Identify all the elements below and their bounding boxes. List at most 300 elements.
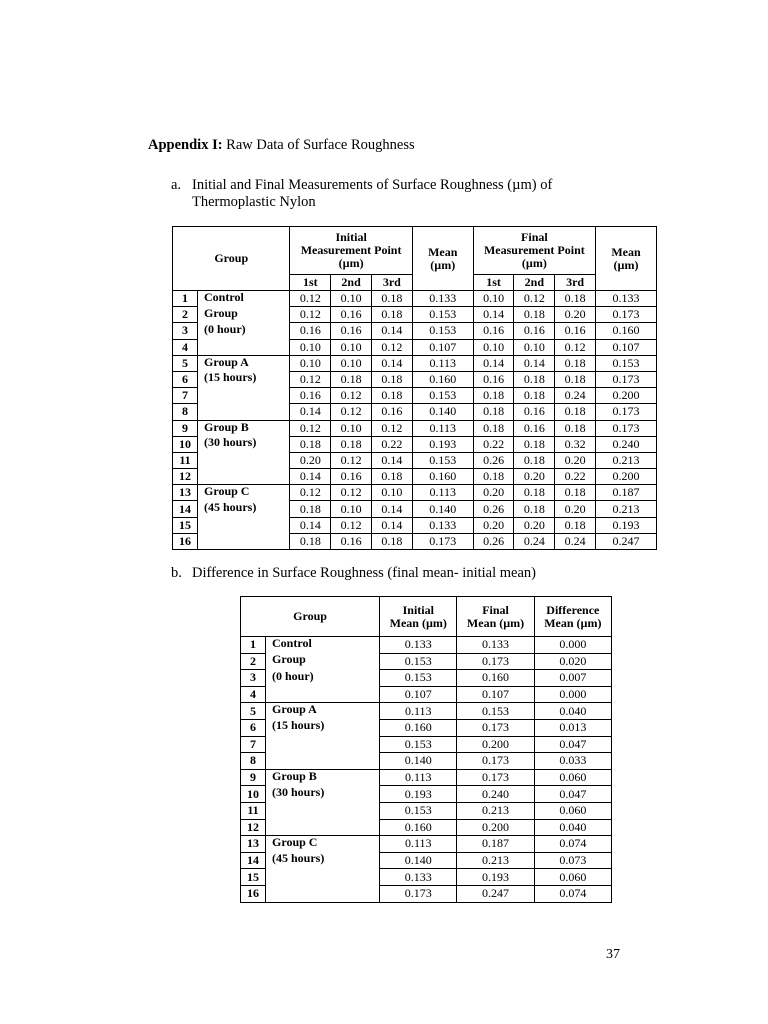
table-b-group-cell: Control: [266, 637, 380, 654]
row-number: 1: [241, 637, 266, 654]
value-cell: 0.113: [412, 485, 473, 501]
table-a-group-cell: [198, 517, 290, 533]
table-b-group-cell: (45 hours): [266, 852, 380, 869]
value-cell: 0.16: [290, 388, 331, 404]
table-a-group-cell: [198, 404, 290, 420]
section-a-marker: a.: [171, 177, 182, 193]
value-cell: 0.12: [331, 485, 372, 501]
value-cell: 0.153: [412, 452, 473, 468]
value-cell: 0.18: [555, 404, 596, 420]
value-cell: 0.113: [412, 420, 473, 436]
table-row: [173, 517, 657, 533]
table-row: [173, 339, 657, 355]
difference-table: [240, 596, 612, 903]
value-cell: 0.10: [473, 291, 514, 307]
value-cell: 0.14: [371, 517, 412, 533]
value-cell: 0.133: [412, 291, 473, 307]
raw-measurements-table: [172, 226, 657, 550]
value-cell: 0.20: [514, 469, 555, 485]
value-cell: 0.18: [331, 371, 372, 387]
table-row: [173, 485, 657, 501]
table-a-initial-3rd: 3rd: [371, 275, 412, 291]
table-row: [241, 786, 612, 803]
value-cell: 0.18: [555, 420, 596, 436]
value-cell: 0.12: [290, 485, 331, 501]
row-number: 4: [173, 339, 198, 355]
table-row: [173, 420, 657, 436]
table-a-group-cell: Group B: [198, 420, 290, 436]
value-cell: 0.18: [371, 469, 412, 485]
value-cell: 0.10: [514, 339, 555, 355]
table-a-group-cell: [198, 388, 290, 404]
section-a-text: Initial and Final Measurements of Surface Roughness (µm) of Thermoplastic Nylon: [192, 177, 553, 210]
row-number: 14: [173, 501, 198, 517]
value-cell: 0.200: [457, 736, 534, 753]
table-row: [241, 819, 612, 836]
table-a-final-line2: Measurement Point: [483, 243, 585, 257]
value-cell: 0.18: [473, 404, 514, 420]
table-a-group-cell: Group: [198, 307, 290, 323]
value-cell: 0.060: [534, 802, 611, 819]
table-a-final-mean-unit: (µm): [613, 257, 639, 272]
value-cell: 0.16: [331, 533, 372, 549]
value-cell: 0.213: [596, 501, 657, 517]
value-cell: 0.107: [380, 686, 457, 703]
value-cell: 0.18: [514, 436, 555, 452]
value-cell: 0.000: [534, 686, 611, 703]
table-row: [173, 371, 657, 387]
value-cell: 0.18: [290, 436, 331, 452]
table-b-group-cell: [266, 736, 380, 753]
value-cell: 0.22: [555, 469, 596, 485]
row-number: 6: [173, 371, 198, 387]
table-row: [173, 404, 657, 420]
value-cell: 0.18: [371, 388, 412, 404]
value-cell: 0.14: [371, 355, 412, 371]
appendix-title: Raw Data of Surface Roughness: [222, 137, 415, 153]
row-number: 9: [173, 420, 198, 436]
value-cell: 0.20: [555, 501, 596, 517]
table-b-group-cell: [266, 802, 380, 819]
value-cell: 0.153: [596, 355, 657, 371]
value-cell: 0.247: [596, 533, 657, 549]
table-b-final-line2: Mean (µm): [466, 615, 525, 630]
table-a-initial-2nd: 2nd: [331, 275, 372, 291]
value-cell: 0.153: [380, 670, 457, 687]
value-cell: 0.12: [371, 339, 412, 355]
table-row: [173, 469, 657, 485]
table-b-group-cell: Group B: [266, 769, 380, 786]
table-row: [173, 533, 657, 549]
table-a-initial-line2: Measurement Point: [300, 243, 402, 257]
value-cell: 0.10: [290, 339, 331, 355]
value-cell: 0.12: [514, 291, 555, 307]
value-cell: 0.193: [380, 786, 457, 803]
table-b-group-cell: Group: [266, 653, 380, 670]
value-cell: 0.10: [473, 339, 514, 355]
table-row: [241, 686, 612, 703]
value-cell: 0.160: [380, 819, 457, 836]
table-row: [241, 736, 612, 753]
value-cell: 0.14: [290, 469, 331, 485]
row-number: 10: [173, 436, 198, 452]
value-cell: 0.18: [371, 533, 412, 549]
table-row: [241, 670, 612, 687]
page-number: 37: [606, 947, 620, 962]
value-cell: 0.12: [331, 452, 372, 468]
value-cell: 0.14: [290, 404, 331, 420]
value-cell: 0.14: [290, 517, 331, 533]
row-number: 10: [241, 786, 266, 803]
table-row: [173, 501, 657, 517]
value-cell: 0.14: [473, 307, 514, 323]
row-number: 15: [241, 869, 266, 886]
table-b-initial-line1: Initial: [402, 602, 434, 617]
table-b-group-cell: [266, 869, 380, 886]
value-cell: 0.16: [514, 404, 555, 420]
value-cell: 0.18: [371, 307, 412, 323]
value-cell: 0.113: [380, 769, 457, 786]
value-cell: 0.074: [534, 885, 611, 902]
row-number: 6: [241, 719, 266, 736]
value-cell: 0.18: [473, 420, 514, 436]
table-b-group-cell: [266, 885, 380, 902]
value-cell: 0.10: [331, 291, 372, 307]
row-number: 12: [173, 469, 198, 485]
table-a-final-1st: 1st: [473, 275, 514, 291]
value-cell: 0.153: [380, 802, 457, 819]
value-cell: 0.12: [290, 307, 331, 323]
value-cell: 0.12: [290, 291, 331, 307]
value-cell: 0.26: [473, 533, 514, 549]
value-cell: 0.18: [514, 307, 555, 323]
value-cell: 0.12: [371, 420, 412, 436]
value-cell: 0.074: [534, 836, 611, 853]
table-a-group-cell: [198, 339, 290, 355]
table-row: [241, 753, 612, 770]
value-cell: 0.193: [457, 869, 534, 886]
value-cell: 0.18: [555, 517, 596, 533]
value-cell: 0.14: [371, 452, 412, 468]
value-cell: 0.113: [380, 703, 457, 720]
value-cell: 0.173: [596, 371, 657, 387]
value-cell: 0.000: [534, 637, 611, 654]
value-cell: 0.16: [331, 469, 372, 485]
value-cell: 0.173: [457, 753, 534, 770]
value-cell: 0.160: [596, 323, 657, 339]
table-a-initial-header: [290, 227, 412, 275]
table-b-group-cell: (30 hours): [266, 786, 380, 803]
table-a-initial-mean-label: Mean: [428, 244, 458, 259]
value-cell: 0.113: [380, 836, 457, 853]
value-cell: 0.173: [596, 420, 657, 436]
value-cell: 0.047: [534, 736, 611, 753]
value-cell: 0.200: [596, 469, 657, 485]
value-cell: 0.213: [596, 452, 657, 468]
value-cell: 0.12: [290, 371, 331, 387]
table-row: [173, 452, 657, 468]
table-row: [173, 291, 657, 307]
value-cell: 0.200: [596, 388, 657, 404]
table-row: [241, 653, 612, 670]
value-cell: 0.24: [514, 533, 555, 549]
value-cell: 0.12: [555, 339, 596, 355]
value-cell: 0.133: [380, 637, 457, 654]
table-row: [241, 637, 612, 654]
row-number: 11: [173, 452, 198, 468]
value-cell: 0.18: [473, 469, 514, 485]
value-cell: 0.073: [534, 852, 611, 869]
table-a-group-cell: [198, 533, 290, 549]
section-b-caption: [171, 565, 611, 582]
table-row: [241, 885, 612, 902]
row-number: 2: [173, 307, 198, 323]
row-number: 13: [173, 485, 198, 501]
value-cell: 0.193: [596, 517, 657, 533]
table-b-initial-header: [380, 597, 457, 637]
value-cell: 0.26: [473, 452, 514, 468]
value-cell: 0.113: [412, 355, 473, 371]
table-b-group-cell: [266, 753, 380, 770]
value-cell: 0.14: [473, 355, 514, 371]
value-cell: 0.18: [371, 291, 412, 307]
appendix-heading: [148, 137, 415, 154]
value-cell: 0.20: [473, 517, 514, 533]
value-cell: 0.033: [534, 753, 611, 770]
value-cell: 0.18: [555, 291, 596, 307]
value-cell: 0.107: [457, 686, 534, 703]
value-cell: 0.013: [534, 719, 611, 736]
value-cell: 0.160: [412, 371, 473, 387]
value-cell: 0.18: [331, 436, 372, 452]
table-b-group-cell: [266, 686, 380, 703]
table-b-initial-line2: Mean (µm): [389, 615, 447, 630]
value-cell: 0.107: [412, 339, 473, 355]
table-b-group-cell: (15 hours): [266, 719, 380, 736]
table-a-group-cell: (30 hours): [198, 436, 290, 452]
value-cell: 0.187: [457, 836, 534, 853]
table-a-group-cell: [198, 469, 290, 485]
table-a-initial-mean-header: [412, 227, 473, 291]
table-b-group-header: Group: [241, 597, 380, 637]
table-a-group-cell: (45 hours): [198, 501, 290, 517]
table-a-final-line3: (µm): [521, 256, 547, 270]
table-b-group-cell: Group A: [266, 703, 380, 720]
table-b-group-cell: (0 hour): [266, 670, 380, 687]
value-cell: 0.20: [555, 452, 596, 468]
value-cell: 0.24: [555, 533, 596, 549]
table-row: [241, 802, 612, 819]
value-cell: 0.16: [514, 323, 555, 339]
value-cell: 0.18: [514, 485, 555, 501]
value-cell: 0.060: [534, 869, 611, 886]
row-number: 8: [173, 404, 198, 420]
value-cell: 0.10: [371, 485, 412, 501]
value-cell: 0.16: [555, 323, 596, 339]
table-a-group-cell: [198, 452, 290, 468]
row-number: 3: [241, 670, 266, 687]
table-a-group-cell: (15 hours): [198, 371, 290, 387]
section-a-caption: [171, 177, 611, 211]
value-cell: 0.173: [380, 885, 457, 902]
value-cell: 0.10: [331, 355, 372, 371]
value-cell: 0.153: [380, 736, 457, 753]
appendix-label: Appendix I:: [148, 137, 223, 153]
table-b-body: [241, 637, 612, 903]
value-cell: 0.160: [380, 719, 457, 736]
value-cell: 0.18: [473, 388, 514, 404]
value-cell: 0.12: [331, 517, 372, 533]
value-cell: 0.187: [596, 485, 657, 501]
value-cell: 0.12: [290, 420, 331, 436]
table-row: [241, 852, 612, 869]
value-cell: 0.20: [514, 517, 555, 533]
value-cell: 0.14: [514, 355, 555, 371]
value-cell: 0.213: [457, 852, 534, 869]
value-cell: 0.18: [290, 501, 331, 517]
row-number: 11: [241, 802, 266, 819]
table-a-group-header: Group: [173, 227, 290, 291]
table-a-final-3rd: 3rd: [555, 275, 596, 291]
table-row: [173, 388, 657, 404]
value-cell: 0.173: [457, 719, 534, 736]
value-cell: 0.24: [555, 388, 596, 404]
table-b-diff-line2: Mean (µm): [544, 615, 602, 630]
value-cell: 0.14: [371, 501, 412, 517]
table-row: [173, 307, 657, 323]
table-a-initial-1st: 1st: [290, 275, 331, 291]
row-number: 2: [241, 653, 266, 670]
value-cell: 0.18: [555, 371, 596, 387]
table-a-group-cell: Group A: [198, 355, 290, 371]
table-a-final-header: [473, 227, 595, 275]
value-cell: 0.18: [555, 485, 596, 501]
table-row: [241, 703, 612, 720]
row-number: 14: [241, 852, 266, 869]
value-cell: 0.32: [555, 436, 596, 452]
value-cell: 0.16: [473, 323, 514, 339]
table-b-diff-line1: Difference: [546, 602, 600, 617]
row-number: 9: [241, 769, 266, 786]
value-cell: 0.133: [412, 517, 473, 533]
value-cell: 0.10: [331, 339, 372, 355]
table-a-group-cell: (0 hour): [198, 323, 290, 339]
table-b-diff-header: [534, 597, 611, 637]
value-cell: 0.173: [457, 769, 534, 786]
value-cell: 0.173: [412, 533, 473, 549]
section-b-marker: b.: [171, 565, 182, 581]
table-row: [241, 836, 612, 853]
value-cell: 0.173: [596, 307, 657, 323]
row-number: 16: [173, 533, 198, 549]
value-cell: 0.16: [473, 371, 514, 387]
value-cell: 0.240: [457, 786, 534, 803]
row-number: 1: [173, 291, 198, 307]
value-cell: 0.26: [473, 501, 514, 517]
value-cell: 0.107: [596, 339, 657, 355]
table-b-group-cell: [266, 819, 380, 836]
value-cell: 0.247: [457, 885, 534, 902]
value-cell: 0.22: [473, 436, 514, 452]
table-a-final-mean-label: Mean: [611, 244, 641, 259]
value-cell: 0.16: [331, 307, 372, 323]
value-cell: 0.173: [596, 404, 657, 420]
row-number: 15: [173, 517, 198, 533]
table-row: [241, 719, 612, 736]
value-cell: 0.020: [534, 653, 611, 670]
value-cell: 0.18: [514, 388, 555, 404]
value-cell: 0.153: [412, 307, 473, 323]
value-cell: 0.18: [514, 371, 555, 387]
table-row: [173, 355, 657, 371]
table-row: [173, 323, 657, 339]
value-cell: 0.18: [555, 355, 596, 371]
value-cell: 0.16: [514, 420, 555, 436]
table-a-group-cell: Group C: [198, 485, 290, 501]
value-cell: 0.10: [331, 420, 372, 436]
value-cell: 0.10: [331, 501, 372, 517]
row-number: 7: [241, 736, 266, 753]
table-a-initial-mean-unit: (µm): [430, 257, 456, 272]
value-cell: 0.240: [596, 436, 657, 452]
value-cell: 0.153: [412, 323, 473, 339]
table-a-body: [173, 291, 657, 550]
value-cell: 0.160: [412, 469, 473, 485]
value-cell: 0.133: [596, 291, 657, 307]
table-b-group-cell: Group C: [266, 836, 380, 853]
row-number: 5: [173, 355, 198, 371]
value-cell: 0.20: [290, 452, 331, 468]
row-number: 3: [173, 323, 198, 339]
value-cell: 0.140: [412, 404, 473, 420]
table-b-final-header: [457, 597, 534, 637]
table-row: [241, 769, 612, 786]
value-cell: 0.16: [290, 323, 331, 339]
value-cell: 0.040: [534, 819, 611, 836]
table-a-initial-line1: Initial: [335, 230, 367, 244]
value-cell: 0.18: [371, 371, 412, 387]
table-b-final-line1: Final: [482, 602, 509, 617]
row-number: 12: [241, 819, 266, 836]
table-row: [241, 869, 612, 886]
value-cell: 0.16: [331, 323, 372, 339]
value-cell: 0.16: [371, 404, 412, 420]
value-cell: 0.10: [290, 355, 331, 371]
value-cell: 0.133: [380, 869, 457, 886]
row-number: 5: [241, 703, 266, 720]
table-a-group-cell: Control: [198, 291, 290, 307]
value-cell: 0.153: [412, 388, 473, 404]
value-cell: 0.193: [412, 436, 473, 452]
table-a-final-line1: Final: [521, 230, 548, 244]
table-a-initial-line3: (µm): [338, 256, 364, 270]
value-cell: 0.140: [380, 753, 457, 770]
value-cell: 0.140: [380, 852, 457, 869]
value-cell: 0.153: [380, 653, 457, 670]
value-cell: 0.047: [534, 786, 611, 803]
row-number: 4: [241, 686, 266, 703]
section-b-text: Difference in Surface Roughness (final mean- initial mean): [192, 565, 536, 581]
value-cell: 0.12: [331, 404, 372, 420]
value-cell: 0.18: [514, 452, 555, 468]
value-cell: 0.20: [555, 307, 596, 323]
value-cell: 0.22: [371, 436, 412, 452]
row-number: 8: [241, 753, 266, 770]
value-cell: 0.060: [534, 769, 611, 786]
value-cell: 0.200: [457, 819, 534, 836]
value-cell: 0.007: [534, 670, 611, 687]
value-cell: 0.14: [371, 323, 412, 339]
